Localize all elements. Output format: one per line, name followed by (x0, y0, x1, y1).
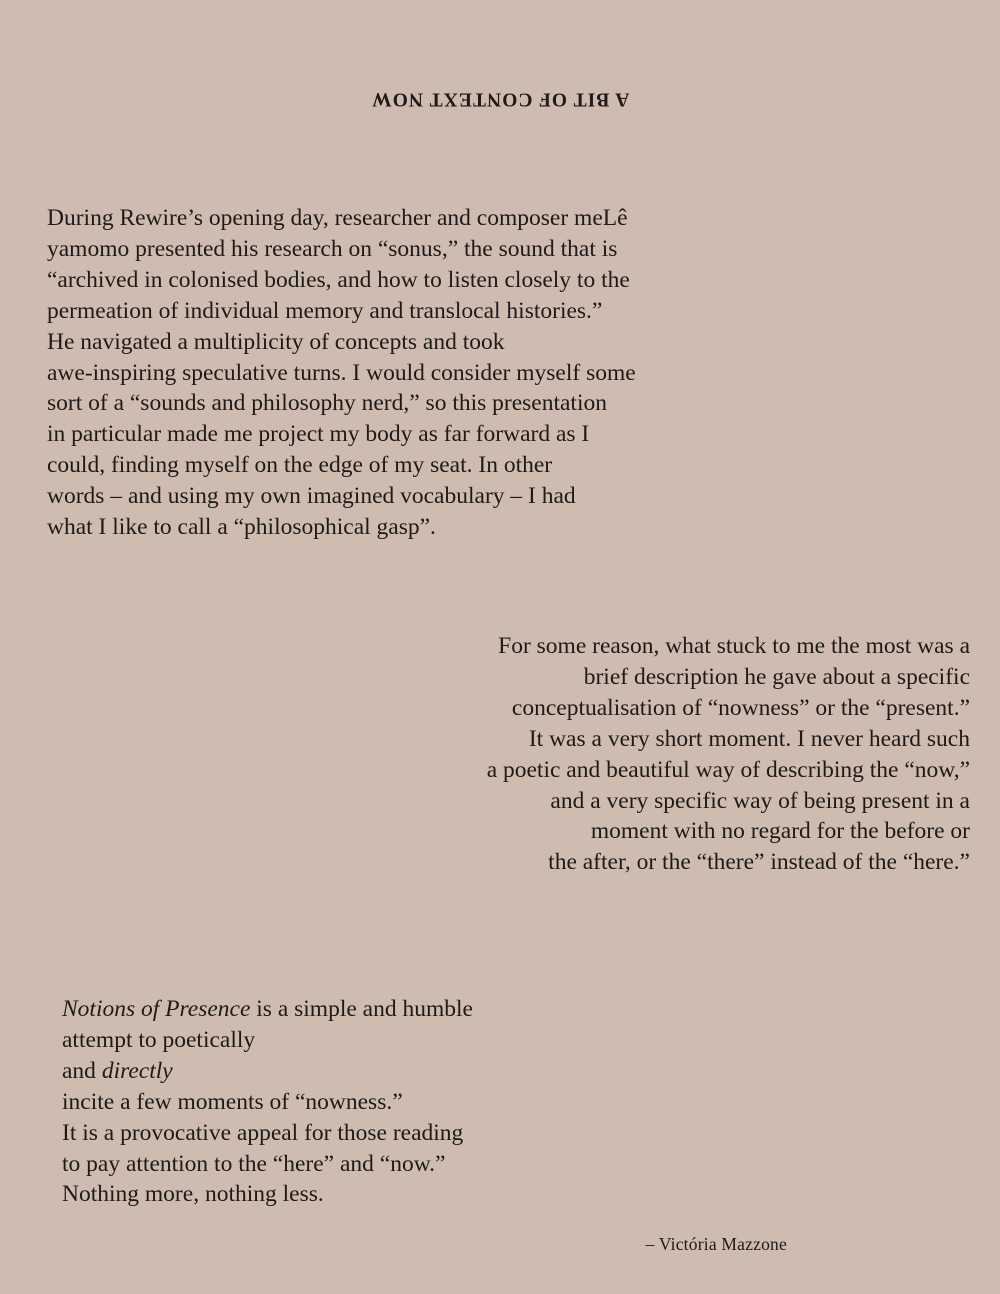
paragraph-line: conceptualisation of “nowness” or the “present.” (511, 694, 970, 721)
emphasised-text: directly (101, 1057, 173, 1084)
paragraph-line (62, 994, 682, 1025)
paragraph-line: a poetic and beautiful way of describing the “now,” (486, 756, 970, 783)
paragraph-line: brief description he gave about a specific (583, 663, 970, 690)
text-run: is a simple and humble (250, 996, 473, 1022)
paragraph-line: During Rewire’s opening day, researcher and composer meLê (47, 205, 628, 231)
paragraph-line: in particular made me project my body as far forward as I (47, 421, 590, 448)
paragraph-line: permeation of individual memory and translocal histories.” (47, 297, 603, 324)
paragraph-line (62, 1025, 682, 1056)
paragraph-intro (47, 203, 727, 543)
paragraph-line: yamomo presented his research on “sonus,” the sound that is (47, 235, 618, 262)
paragraph-reflection (230, 631, 970, 878)
text-run: Nothing more, nothing less. (62, 1181, 324, 1208)
text-run: incite a few moments of “nowness.” (62, 1088, 403, 1115)
paragraph-line: moment with no regard for the before or (590, 818, 970, 845)
author-signature: – Victória Mazzone (645, 1234, 787, 1254)
paragraph-line (62, 1087, 682, 1118)
page-title: A BIT OF CONTEXT NOW (370, 88, 630, 110)
paragraph-line: the after, or the “there” instead of the “here.” (548, 849, 970, 876)
paragraph-line: words – and using my own imagined vocabulary – I had (47, 483, 576, 510)
paragraph-line: could, finding myself on the edge of my seat. In other (47, 452, 553, 479)
page-title-container (0, 88, 1000, 109)
text-run: attempt to poetically (62, 1026, 256, 1053)
paragraph-line (62, 1056, 682, 1087)
paragraph-line: “archived in colonised bodies, and how to listen closely to the (47, 266, 630, 293)
paragraph-line: sort of a “sounds and philosophy nerd,” so this presentation (47, 390, 607, 417)
paragraph-line: and a very specific way of being present in a (550, 787, 970, 814)
text-run: It is a provocative appeal for those reading (62, 1119, 464, 1146)
paragraph-line: awe-inspiring speculative turns. I would consider myself some (47, 359, 636, 386)
text-run: and (62, 1057, 102, 1084)
paragraph-line (62, 1149, 682, 1180)
paragraph-statement (62, 994, 682, 1210)
paragraph-line: It was a very short moment. I never heard such (528, 725, 970, 752)
emphasised-text: Notions of Presence (62, 996, 251, 1022)
paragraph-line (62, 1118, 682, 1149)
paragraph-line (62, 1179, 682, 1210)
paragraph-line: what I like to call a “philosophical gasp”. (47, 514, 436, 541)
paragraph-line: He navigated a multiplicity of concepts and took (47, 328, 505, 355)
paragraph-line: For some reason, what stuck to me the most was a (498, 633, 970, 659)
text-run: to pay attention to the “here” and “now.” (62, 1150, 446, 1177)
